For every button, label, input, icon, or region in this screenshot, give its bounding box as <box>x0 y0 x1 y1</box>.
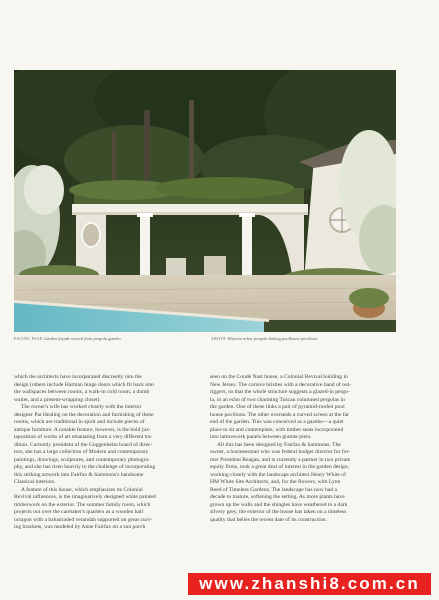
article-line: designer Pat Healing on the decoration and furnishing of these <box>14 411 154 418</box>
article-line: design (others include Harman hinge doors which fit back into <box>14 381 154 388</box>
article-line: ing brackets, was modeled by Anne Fairfax on a sun porch <box>14 524 146 530</box>
article-line: mer President Reagan, and is currently a partner in two private <box>210 456 351 463</box>
article-line: The owner's wife has worked closely with the interior <box>21 404 142 410</box>
article-line: New Jersey. The cornice bristles with a decorative band of out- <box>210 381 352 388</box>
article-line: phy, and she has risen heavily to the challenge of incorporating <box>14 464 156 470</box>
caption-right <box>211 336 318 342</box>
article-line: which the architects have incorporated discreetly into the <box>14 374 142 380</box>
article-line: end of the garden. This was conceived as a gazebo—a quiet <box>210 419 344 425</box>
article-line: the garden. One of these links a pair of pyramid-roofed pool <box>210 404 345 410</box>
article-line: waiter, and a present-wrapping closet). <box>14 396 101 403</box>
article-line: seen on the Condé Nast house, a Colonial Revival building in <box>210 374 348 380</box>
article-line: silvery grey, the exterior of the house has taken on a timeless <box>210 509 347 515</box>
article-left-column <box>14 374 194 532</box>
caption-right-tag: ABOVE <box>211 337 227 341</box>
article-line: octagon with a balustraded verandah supported on great curv- <box>14 516 153 523</box>
article-line: equity firms, took a great deal of interest in the garden design, <box>210 464 350 470</box>
article-line: quality that belies the recent date of its construction. <box>210 516 327 523</box>
article-line: rooms, which are traditional in spirit and include pieces of <box>14 419 145 425</box>
article-line: house pavilions. The other overseals a curved screen at the far <box>210 411 349 418</box>
caption-left <box>14 336 122 342</box>
article-line: working closely with the landscape architect Henry White of <box>210 471 346 478</box>
article-line: into latticework panels between granite piers. <box>210 434 312 440</box>
article-line: grown up the walls and the shingles have weathered to a dark <box>210 501 348 508</box>
article-line: la, in an echo of two charming Tuscan columned pergolas in <box>210 396 345 403</box>
article-line: A feature of this house, which emphasizes its Colonial <box>21 486 143 493</box>
article-line: Classical interiors. <box>14 479 56 485</box>
article-line: this striking artwork into Fairfax & Sammons's handsome <box>14 471 144 478</box>
article-line: riggers, so that the whole structure suggests a glazed-in pergo- <box>210 389 350 395</box>
article-line: antique furniture. A notable feature, however, is the bold jux- <box>14 426 151 433</box>
caption-left-text: Garden façade viewed from pergola gazebo. <box>43 336 122 341</box>
article-line: timberwork on the exterior. The summer family room, which <box>14 501 151 508</box>
pergola-photo <box>14 70 396 332</box>
article-line: the wallspaces between rooms, a walk-in cold room, a dumb <box>14 389 150 395</box>
article-right-column <box>210 374 390 524</box>
article-line: owner, a businessman who was federal budget director for for- <box>210 449 351 455</box>
caption-left-tag: FACING PAGE <box>14 337 43 341</box>
watermark-banner: www.zhanshi8.com.cn <box>188 573 431 595</box>
article-line: decade to mature, softening the setting. As more plants have <box>210 494 345 500</box>
article-line: taposition of works of art emanating from a very different tra- <box>14 434 153 440</box>
article-line: Reed of Timeless Gardens. The landscape has now had a <box>210 486 337 493</box>
article-line: Revival influences, is the imaginatively designed white painted <box>14 494 156 500</box>
article-line: tors, she has a large collection of Modern and contemporary <box>14 449 149 455</box>
article-line: dition. Currently president of the Guggenheim board of direc- <box>14 441 153 448</box>
article-line: place to sit and contemplate, with timber seats incorporated <box>210 426 344 433</box>
article-line: paintings, drawings, sculptures, and contemporary photogra- <box>14 456 150 463</box>
caption-right-text: Wisteria arbor pergola linking poolhouse pavilions. <box>227 336 319 341</box>
article-line: projects out over the caretaker's quarters as a wooden hall <box>14 509 144 515</box>
article-line: HM White Site Architects, and, for the flowers, with Lynn <box>210 479 341 485</box>
article-line: All this has been designed by Fairfax & Sammons. The <box>217 441 341 448</box>
